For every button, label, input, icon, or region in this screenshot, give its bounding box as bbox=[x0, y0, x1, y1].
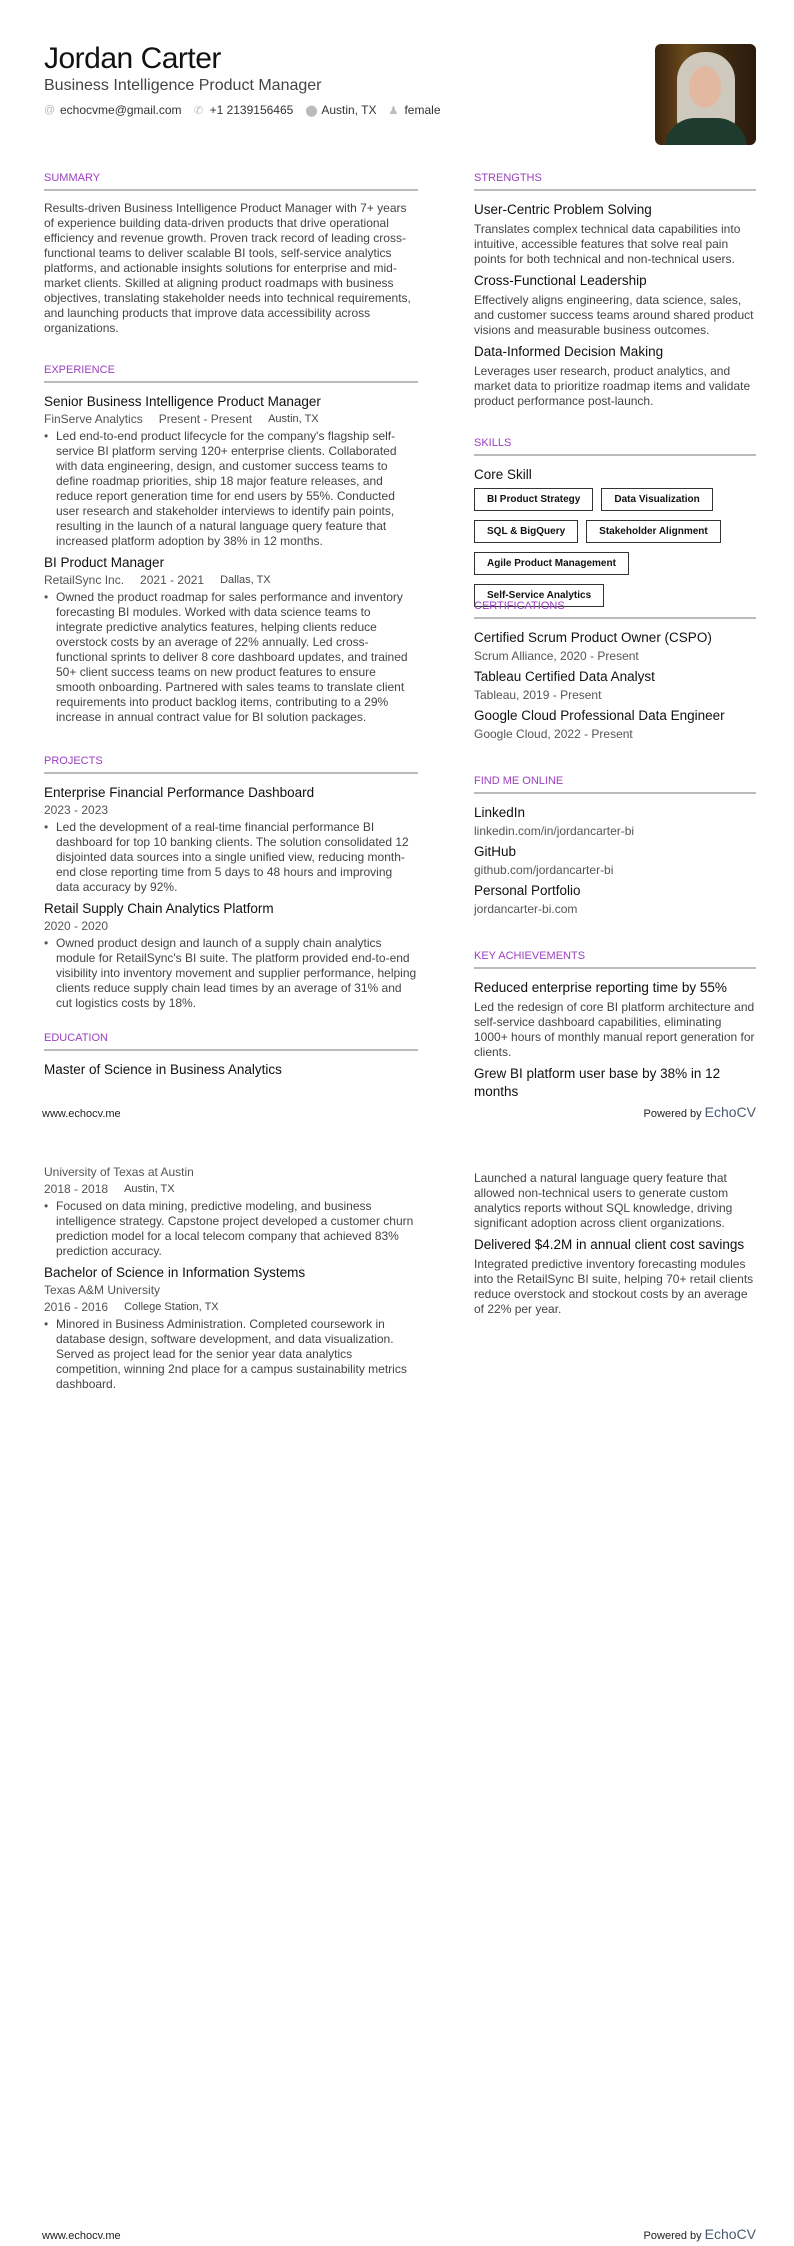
education-continued bbox=[44, 1164, 418, 1397]
job-title: BI Product Manager bbox=[44, 555, 165, 570]
online-section bbox=[474, 775, 756, 921]
skill-tag: Data Visualization bbox=[601, 488, 712, 511]
degree: Bachelor of Science in Information Systems bbox=[44, 1265, 306, 1280]
strength-item: Cross-Functional Leadership Effectively aligns engineering, data science, sales, and customer success teams around shared product visions and measurable business outcomes. bbox=[474, 273, 754, 337]
link[interactable]: linkedin.com/in/jordancarter-bi bbox=[474, 824, 635, 838]
skill-group-title: Core Skill bbox=[474, 467, 532, 482]
contact-gender: ♟ female bbox=[388, 103, 441, 117]
contact-phone[interactable]: ✆ +1 2139156465 bbox=[193, 103, 294, 117]
page-2 bbox=[0, 1123, 794, 2246]
bullet: • Owned product design and launch of a supply chain analytics module for RetailSync's BI suite. The platform provided end-to-end visibility into inventory movement and supplier performance, helping clients reduce supply chain lead times by an average of 31% and cut logistics costs by 18%. bbox=[44, 936, 418, 1011]
education-item bbox=[44, 1264, 418, 1392]
section-heading: SUMMARY bbox=[44, 172, 418, 191]
degree: Master of Science in Business Analytics bbox=[44, 1062, 282, 1077]
achievement-item: Reduced enterprise reporting time by 55% Led the redesign of core BI platform architecture and self-service dashboard capabilities, eliminating 1000+ hours of monthly manual report generation for clients. bbox=[474, 980, 755, 1059]
project-item bbox=[44, 784, 418, 895]
strength-item: Data-Informed Decision Making Leverages user research, product analytics, and market data to prioritize roadmap items and validate product performance post-launch. bbox=[474, 344, 751, 408]
link[interactable]: github.com/jordancarter-bi bbox=[474, 863, 614, 877]
location: Austin, TX bbox=[268, 413, 319, 425]
powered-by: Powered by EchoCV bbox=[643, 2226, 756, 2242]
contact-location: ⬤ Austin, TX bbox=[305, 103, 377, 117]
project-item bbox=[44, 900, 418, 1011]
achievements-section bbox=[474, 950, 756, 1101]
experience-item bbox=[44, 393, 418, 549]
bullet: • Led the development of a real-time financial performance BI dashboard for top 10 banking clients. The solution consolidated 12 disjointed data sources into a single unified view, reducing month-end close reporting time from 5 days to 48 hours and improving data accuracy by 92%. bbox=[44, 820, 418, 895]
powered-by: Powered by EchoCV bbox=[643, 1104, 756, 1120]
footer-site-link[interactable]: www.echocv.me bbox=[42, 1108, 121, 1120]
skills-section bbox=[474, 437, 756, 607]
company: FinServe Analytics bbox=[44, 412, 143, 426]
candidate-name: Jordan Carter bbox=[44, 42, 221, 75]
summary-text: Results-driven Business Intelligence Product Manager with 7+ years of experience building data-driven products that drive operational efficiency and revenue growth. Proven track record of leading cross-functional teams to deliver scalable BI tools, self-service analytics platforms, and actionable insights solutions for enterprise and mid-market clients. Skilled at aligning product roadmaps with business objectives, translating stakeholder needs into technical requirements, and launching products that improve data accessibility across organizations. bbox=[44, 201, 411, 335]
bullet: • Focused on data mining, predictive modeling, and business intelligence strategy. Capstone project developed a customer churn prediction model for a local telecom company that achieved 83% prediction accuracy. bbox=[44, 1199, 418, 1259]
section-heading: CERTIFICATIONS bbox=[474, 600, 756, 619]
location: Dallas, TX bbox=[220, 574, 271, 586]
section-heading: SKILLS bbox=[474, 437, 756, 456]
footer bbox=[42, 2226, 756, 2242]
section-heading: EXPERIENCE bbox=[44, 364, 418, 383]
achievement-item: Grew BI platform user base by 38% in 12 months bbox=[474, 1066, 721, 1099]
cert-item: Google Cloud Professional Data Engineer Google Cloud, 2022 - Present bbox=[474, 708, 725, 741]
dates: 2020 - 2020 bbox=[44, 919, 109, 933]
experience-item bbox=[44, 554, 418, 725]
achievement-item: Delivered $4.2M in annual client cost savings Integrated predictive inventory forecasting modules into the RetailSync BI suite, helping 70+ retail clients reduce overstock and stockout costs by an average of 22% per year. bbox=[474, 1237, 754, 1316]
contact-row bbox=[44, 103, 441, 117]
location: College Station, TX bbox=[124, 1301, 219, 1313]
cert-item: Tableau Certified Data Analyst Tableau, 2019 - Present bbox=[474, 669, 655, 702]
online-item: LinkedIn linkedin.com/in/jordancarter-bi bbox=[474, 804, 756, 841]
skill-tags bbox=[474, 488, 756, 607]
projects-section bbox=[44, 755, 418, 1016]
skill-tag: Stakeholder Alignment bbox=[586, 520, 721, 543]
dates: 2018 - 2018 bbox=[44, 1182, 109, 1196]
dates: 2021 - 2021 bbox=[140, 573, 205, 587]
candidate-title: Business Intelligence Product Manager bbox=[44, 77, 322, 94]
achievements-continued bbox=[474, 1171, 756, 1322]
education-item bbox=[44, 1164, 418, 1259]
company: RetailSync Inc. bbox=[44, 573, 125, 587]
summary-section bbox=[44, 172, 418, 336]
education-section bbox=[44, 1032, 418, 1079]
online-item: GitHub github.com/jordancarter-bi bbox=[474, 843, 756, 880]
skill-tag: Self-Service Analytics bbox=[474, 584, 604, 607]
experience-section bbox=[44, 364, 418, 730]
strengths-section bbox=[474, 172, 756, 414]
school: University of Texas at Austin bbox=[44, 1165, 194, 1179]
at-icon: @ bbox=[44, 104, 56, 116]
section-heading: KEY ACHIEVEMENTS bbox=[474, 950, 756, 969]
profile-photo bbox=[655, 44, 756, 145]
skill-tag: BI Product Strategy bbox=[474, 488, 593, 511]
skill-tag: Agile Product Management bbox=[474, 552, 629, 575]
footer-site-link[interactable]: www.echocv.me bbox=[42, 2230, 121, 2242]
person-icon: ♟ bbox=[388, 104, 399, 117]
phone-icon: ✆ bbox=[193, 104, 204, 117]
dates: 2016 - 2016 bbox=[44, 1300, 109, 1314]
achievement-item-continued: Launched a natural language query feature that allowed non-technical users to generate custom analytics reports without SQL knowledge, driving significant adoption across client organizations. bbox=[474, 1171, 733, 1230]
online-item: Personal Portfolio jordancarter-bi.com bbox=[474, 882, 756, 919]
contact-email[interactable]: @ echocvme@gmail.com bbox=[44, 103, 182, 117]
bullet: • Minored in Business Administration. Completed coursework in database design, software development, and data visualization. Served as project lead for the senior year data analytics competition, winning 2nd place for a campus sustainability metrics dashboard. bbox=[44, 1317, 418, 1392]
brand-logo: EchoCV bbox=[704, 1104, 756, 1120]
link[interactable]: jordancarter-bi.com bbox=[474, 902, 578, 916]
section-heading: FIND ME ONLINE bbox=[474, 775, 756, 794]
cert-item: Certified Scrum Product Owner (CSPO) Scrum Alliance, 2020 - Present bbox=[474, 630, 712, 663]
school: Texas A&M University bbox=[44, 1283, 161, 1297]
footer bbox=[42, 1104, 756, 1120]
bullet: • Led end-to-end product lifecycle for the company's flagship self-service BI platform serving 120+ enterprise clients. Collaborated with data engineering, design, and customer success teams to define roadmap priorities, ship 18 major feature releases, and reduce report generation time for end users by 55%. Conducted user research and stakeholder interviews to identify pain points, resulting in the launch of a natural language query feature that increased platform adoption by 38% in 12 months. bbox=[44, 429, 418, 549]
skill-tag: SQL & BigQuery bbox=[474, 520, 578, 543]
bullet: • Owned the product roadmap for sales performance and inventory forecasting BI modules. Worked with data science teams to integrate predictive analytics features, helping clients reduce overstock costs by an average of 22% annually. Led cross-functional sprints to deliver 8 core dashboard updates, and trained 50+ client success teams on new product features to ensure smooth onboarding. Partnered with sales teams to translate client requirements into product backlog items, contributing to a 29% increase in annual contract value for BI solution packages. bbox=[44, 590, 418, 725]
certifications-section bbox=[474, 600, 756, 746]
job-title: Senior Business Intelligence Product Manager bbox=[44, 394, 321, 409]
section-heading: EDUCATION bbox=[44, 1032, 418, 1051]
dates: Present - Present bbox=[158, 412, 253, 426]
brand-logo: EchoCV bbox=[704, 2226, 756, 2242]
section-heading: PROJECTS bbox=[44, 755, 418, 774]
location-pin-icon: ⬤ bbox=[305, 104, 318, 117]
section-heading: STRENGTHS bbox=[474, 172, 756, 191]
project-title: Enterprise Financial Performance Dashboard bbox=[44, 785, 315, 800]
dates: 2023 - 2023 bbox=[44, 803, 109, 817]
location: Austin, TX bbox=[124, 1183, 175, 1195]
strength-item: User-Centric Problem Solving Translates complex technical data capabilities into intuitive, accessible features that solve real pain points for both technical and non-technical users. bbox=[474, 202, 741, 266]
project-title: Retail Supply Chain Analytics Platform bbox=[44, 901, 274, 916]
